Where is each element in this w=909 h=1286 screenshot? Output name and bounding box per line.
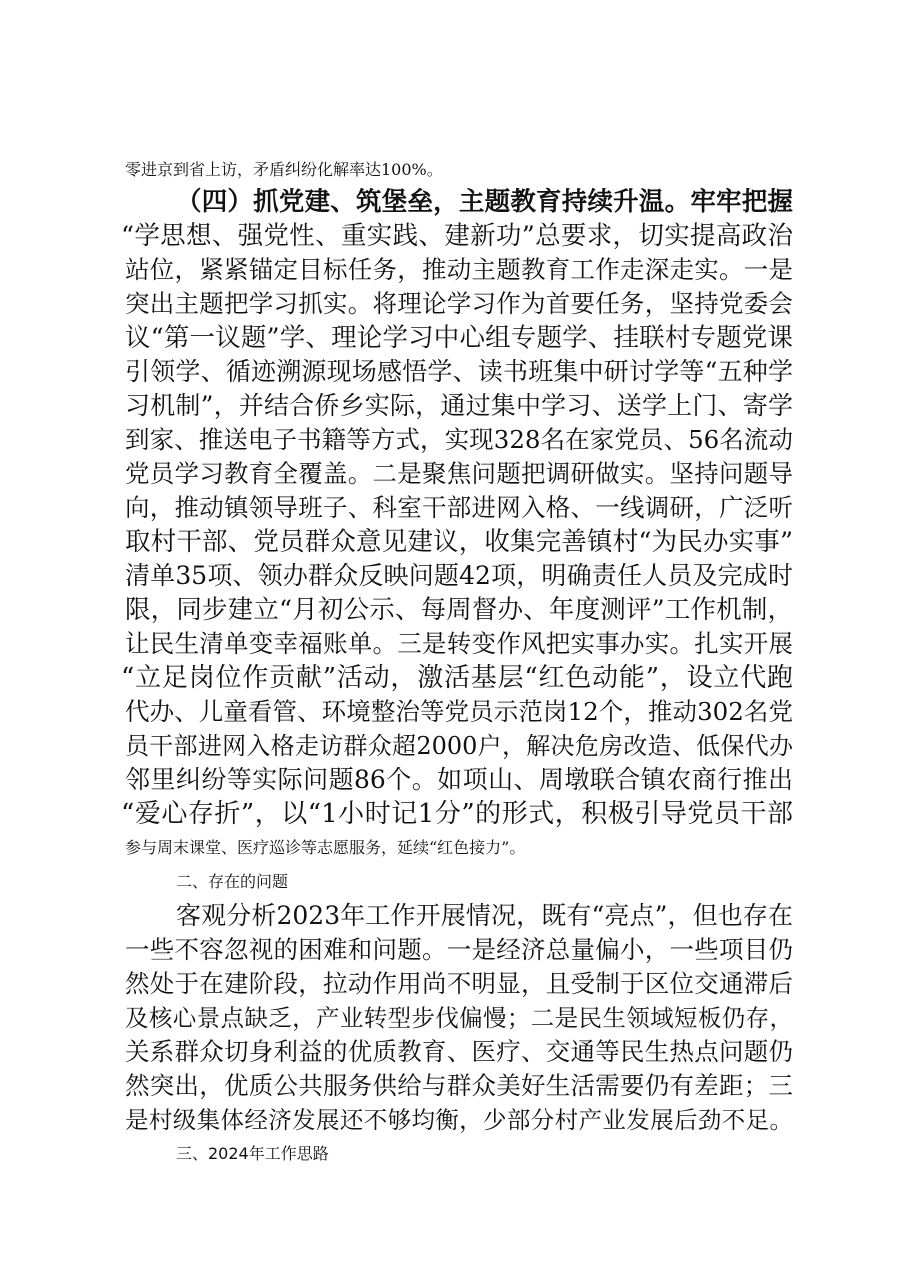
line-text: 议“第一议题”学、理论学习中心组专题学、挂联村专题党课 — [125, 323, 793, 353]
text-line — [0, 219, 909, 253]
text-line — [0, 1035, 909, 1069]
line-text: “爱心存折”，以“1小时记1分”的形式，积极引导党员干部 — [121, 799, 793, 829]
line-text: 邻里纠纷等实际问题86个。如项山、周墩联合镇农商行推出 — [125, 765, 793, 794]
line-text: 然突出，优质公共服务供给与群众美好生活需要仍有差距；三 — [125, 1071, 793, 1100]
text-line — [0, 797, 909, 831]
line-text: 向，推动镇领导班子、科室干部进网入格、一线调研，广泛听 — [125, 493, 793, 522]
line-text: 到家、推送电子书籍等方式，实现328名在家党员、56名流动 — [125, 425, 793, 454]
section-heading — [0, 865, 909, 899]
line-text: 限，同步建立“月初公示、每周督办、年度测评”工作机制， — [125, 595, 793, 625]
text-line — [0, 1069, 909, 1103]
heading-text: 二、存在的问题 — [176, 872, 289, 891]
text-line — [0, 661, 909, 695]
line-text: 参与周末课堂、医疗巡诊等志愿服务，延续“红色接力”。 — [125, 838, 526, 857]
line-text: 习机制”，并结合侨乡实际，通过集中学习、送学上门、寄学 — [125, 391, 793, 420]
text-line — [0, 457, 909, 491]
text-line — [0, 423, 909, 457]
line-text: 取村干部、党员群众意见建议，收集完善镇村“为民办实事” — [125, 527, 793, 557]
line-text: 员干部进网入格走访群众超2000户，解决危房改造、低保代办 — [125, 732, 793, 760]
heading-text: 三、2024年工作思路 — [176, 1144, 329, 1163]
text-line — [0, 321, 909, 355]
line-text: 然处于在建阶段，拉动作用尚不明显，且受制于区位交通滞后 — [125, 969, 793, 998]
section-heading — [0, 1137, 909, 1171]
line-text: 关系群众切身利益的优质教育、医疗、交通等民生热点问题仍 — [125, 1037, 793, 1066]
line-text: “立足岗位作贡献”活动，激活基层“红色动能”，设立代跑 — [121, 663, 793, 693]
text-line — [0, 525, 909, 559]
text-line — [0, 355, 909, 389]
text-line — [0, 287, 909, 321]
text-line — [0, 1103, 909, 1137]
text-line — [0, 389, 909, 423]
line-text: 清单35项、领办群众反映问题42项，明确责任人员及完成时 — [125, 561, 793, 590]
line-text: “学思想、强党性、重实践、建新功”总要求，切实提高政治 — [121, 221, 793, 251]
text-line — [0, 729, 909, 763]
text-line — [0, 491, 909, 525]
line-text: 党员学习教育全覆盖。二是聚焦问题把调研做实。坚持问题导 — [125, 459, 793, 488]
text-line — [0, 153, 909, 187]
text-line — [0, 899, 909, 933]
text-line — [0, 831, 909, 865]
text-line — [0, 559, 909, 593]
line-text: 代办、儿童看管、环境整治等党员示范岗12个，推动302名党 — [125, 697, 793, 726]
text-line — [0, 763, 909, 797]
line-text: 是村级集体经济发展还不够均衡，少部分村产业发展后劲不足。 — [125, 1106, 793, 1134]
text-line — [0, 967, 909, 1001]
line-text: 客观分析2023年工作开展情况，既有“亮点”，但也存在 — [176, 901, 793, 930]
line-text: （四）抓党建、筑堡垒，主题教育持续升温。牢牢把握 — [176, 187, 793, 217]
text-line — [0, 253, 909, 287]
line-text: 突出主题把学习抓实。将理论学习作为首要任务，坚持党委会 — [125, 289, 793, 318]
text-line — [0, 1001, 909, 1035]
line-text: 引领学、循迹溯源现场感悟学、读书班集中研讨学等“五种学 — [125, 357, 793, 386]
line-text: 及核心景点缺乏，产业转型步伐偏慢；二是民生领域短板仍存， — [125, 1004, 793, 1032]
text-line — [0, 593, 909, 627]
text-line — [0, 695, 909, 729]
text-line — [0, 185, 909, 219]
line-text: 站位，紧紧锚定目标任务，推动主题教育工作走深走实。一是 — [125, 255, 793, 284]
text-line — [0, 933, 909, 967]
line-text: 让民生清单变幸福账单。三是转变作风把实事办实。扎实开展 — [125, 629, 793, 658]
text-line — [0, 627, 909, 661]
line-text: 一些不容忽视的困难和问题。一是经济总量偏小，一些项目仍 — [125, 935, 793, 964]
line-text: 零进京到省上访，矛盾纠纷化解率达100%。 — [125, 160, 443, 179]
